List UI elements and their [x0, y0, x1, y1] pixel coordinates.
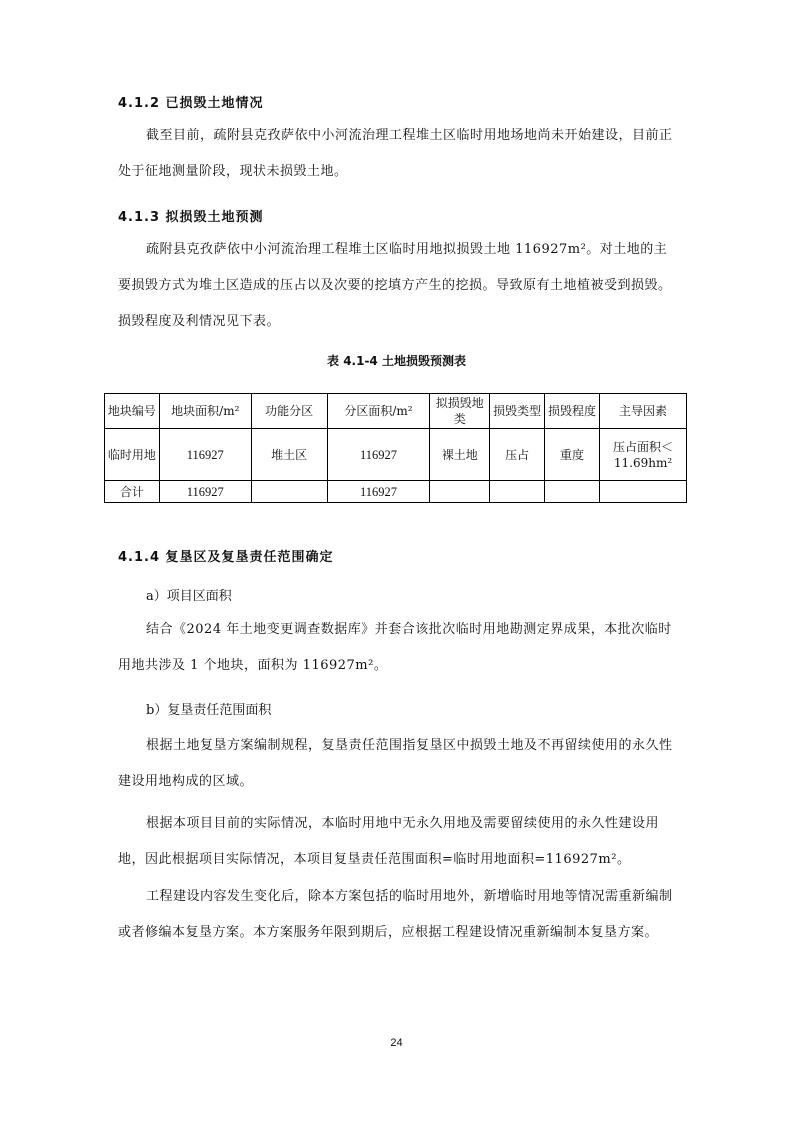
cell-parcel: 临时用地 — [105, 429, 160, 481]
paragraph-damage-prediction: 疏附县克孜萨依中小河流治理工程堆土区临时用地拟损毁土地 116927m²。对土地的主要损毁方式为堆土区造成的压占以及次要的挖填方产生的挖损。导致原有土地植被受到损毁。损毁程度及利情况见下表。 — [118, 242, 672, 329]
subheading-responsibility-area: b）复垦责任范围面积 — [146, 703, 272, 718]
section-heading-4-1-3: 4.1.3 拟损毁土地预测 — [118, 210, 264, 225]
subheading-project-area: a）项目区面积 — [146, 589, 232, 604]
page-number: 24 — [390, 1037, 403, 1049]
cell-zone-area: 116927 — [327, 429, 430, 481]
paragraph-project-area: 结合《2024 年土地变更调查数据库》并套合该批次临时用地勘测定界成果，本批次临时用地共涉及 1 个地块，面积为 116927m²。 — [118, 622, 672, 673]
paragraph-damaged-land-status: 截至目前，疏附县克孜萨依中小河流治理工程堆土区临时用地场地尚未开始建设，目前正处于征地测量阶段，现状未损毁土地。 — [118, 128, 673, 179]
table-row — [105, 429, 687, 481]
cell-total-area: 116927 — [159, 481, 251, 503]
table-caption: 表 4.1-4 土地损毁预测表 — [327, 354, 466, 368]
header-zone-area: 分区面积/m² — [327, 394, 430, 429]
header-land-class: 拟损毁地类 — [430, 394, 490, 429]
header-parcel-id: 地块编号 — [105, 394, 160, 429]
cell-damage-type: 压占 — [490, 429, 545, 481]
cell-land-class: 裸土地 — [430, 429, 490, 481]
header-parcel-area: 地块面积/m² — [159, 394, 251, 429]
paragraph-reclamation-scope: 根据土地复垦方案编制规程，复垦责任范围指复垦区中损毁土地及不再留续使用的永久性建设用地构成的区域。 — [118, 738, 673, 789]
cell-damage-degree: 重度 — [545, 429, 600, 481]
paragraph-responsibility-calc: 根据本项目目前的实际情况，本临时用地中无永久用地及需要留续使用的永久性建设用地，因此根据项目实际情况，本项目复垦责任范围面积=临时用地面积=116927m²。 — [118, 816, 660, 867]
cell-zone: 堆土区 — [251, 429, 327, 481]
header-damage-degree: 损毁程度 — [545, 394, 600, 429]
paragraph-plan-revision: 工程建设内容发生变化后，除本方案包括的临时用地外，新增临时用地等情况需重新编制或者修编本复垦方案。本方案服务年限到期后，应根据工程建设情况重新编制本复垦方案。 — [118, 889, 673, 940]
land-damage-prediction-table — [104, 393, 687, 503]
table-header-row — [105, 394, 687, 429]
section-heading-4-1-2: 4.1.2 已损毁土地情况 — [118, 96, 264, 111]
cell-total-label: 合计 — [105, 481, 160, 503]
cell-main-factor: 压占面积＜11.69hm² — [600, 429, 687, 481]
header-zone: 功能分区 — [251, 394, 327, 429]
header-main-factor: 主导因素 — [600, 394, 687, 429]
cell-area: 116927 — [159, 429, 251, 481]
table-total-row — [105, 481, 687, 503]
cell-total-zone-area: 116927 — [327, 481, 430, 503]
header-damage-type: 损毁类型 — [490, 394, 545, 429]
section-heading-4-1-4: 4.1.4 复垦区及复垦责任范围确定 — [118, 550, 334, 565]
